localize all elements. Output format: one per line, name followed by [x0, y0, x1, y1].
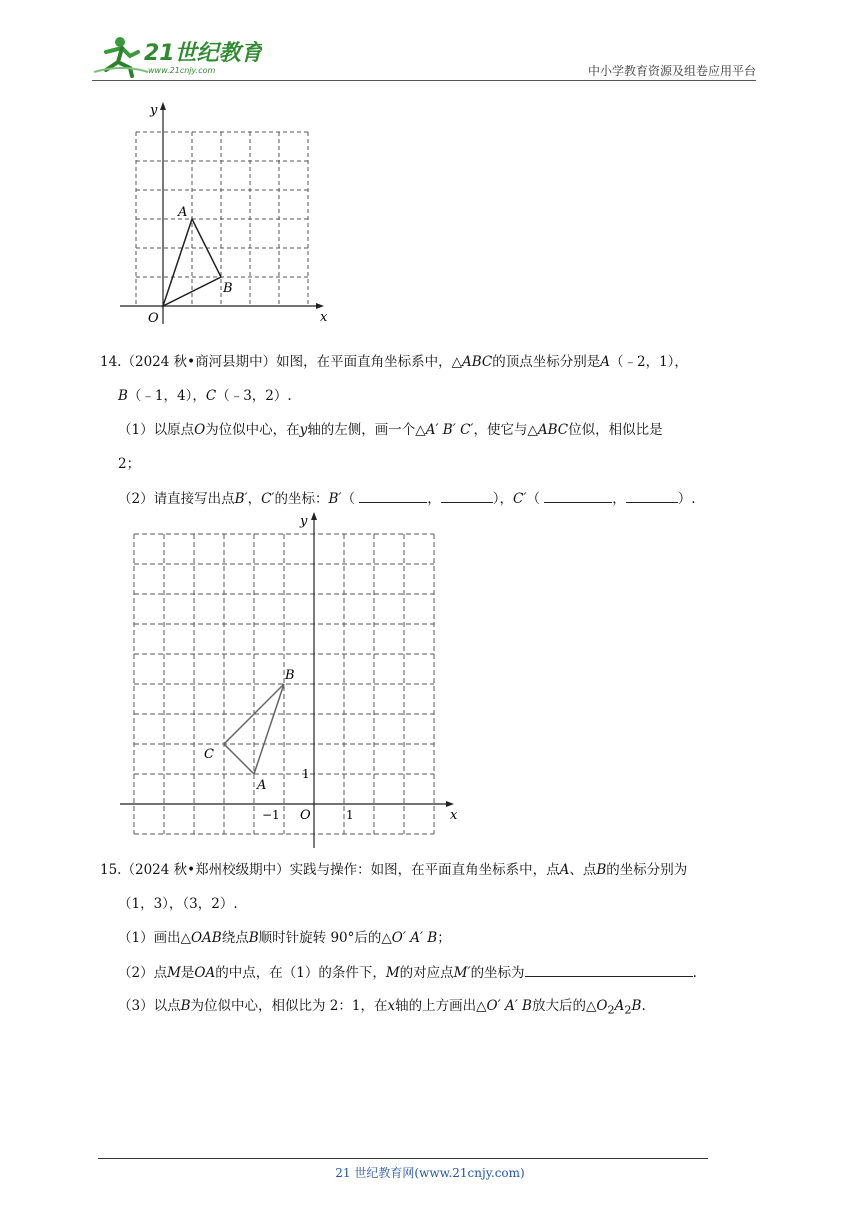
x-axis-label: x: [450, 808, 458, 823]
point-b-label: B: [223, 281, 233, 296]
y-axis-label: y: [150, 103, 158, 118]
q15-stem: 15.（2024 秋•郑州校级期中）实践与操作：如图，在平面直角坐标系中，点A、点B的坐标分别为: [100, 862, 688, 878]
q15-part1: （1）画出△OAB绕点B顺时针旋转 90°后的△O′ A′ B；: [118, 930, 451, 946]
logo-url: www.21cnjy.com: [148, 66, 216, 75]
logo-text: 21世纪教育: [144, 41, 262, 66]
y-axis-label: y: [300, 514, 308, 529]
q15-coords: （1，3），（3，2）.: [118, 896, 238, 912]
header-divider: [92, 80, 756, 81]
figure-triangle-abc-grid: [112, 508, 472, 853]
q15-part2: （2）点M是OA的中点，在（1）的条件下，M的对应点M′的坐标为 .: [118, 962, 697, 983]
origin-label: O: [300, 808, 311, 823]
q14-part2: （2）请直接写出点B′，C′的坐标：B′（ ， ），C′（ ， ）.: [118, 488, 696, 509]
site-logo: [92, 34, 262, 78]
footer-divider: [98, 1158, 708, 1159]
m-prime-coord-blank[interactable]: [525, 962, 693, 977]
point-c-label: C: [204, 747, 214, 762]
header-tagline: 中小学教育资源及组卷应用平台: [587, 64, 756, 78]
point-a-label: A: [257, 778, 267, 793]
q15-part3: （3）以点B为位似中心，相似比为 2：1，在x轴的上方画出△O′ A′ B放大后的$\triangle O_2A_2B$.: [118, 998, 646, 1017]
origin-label: O: [148, 311, 159, 326]
x-tick-neg-one: −1: [262, 808, 280, 822]
point-a-label: A: [178, 205, 188, 220]
c-prime-x-blank[interactable]: [544, 488, 612, 503]
q14-part1-cont: 2；: [118, 456, 141, 472]
figure-triangle-oab: [110, 98, 335, 333]
b-prime-y-blank[interactable]: [441, 488, 493, 503]
q14-part1: （1）以原点O为位似中心，在y轴的左侧，画一个△A′ B′ C′，使它与△ABC位似，相似比是: [118, 422, 663, 438]
x-tick-one: 1: [346, 808, 354, 822]
b-prime-x-blank[interactable]: [359, 488, 427, 503]
point-b-label: B: [285, 668, 295, 683]
runner-logo-icon: [94, 37, 148, 76]
footer-text: 21 世纪教育网(www.21cnjy.com): [335, 1166, 525, 1180]
y-tick-one: 1: [302, 767, 310, 781]
x-axis-label: x: [320, 310, 328, 325]
q14-stem-cont: B（﹣1，4），C（﹣3，2）.: [118, 388, 292, 404]
c-prime-y-blank[interactable]: [626, 488, 678, 503]
q14-stem: 14.（2024 秋•商河县期中）如图，在平面直角坐标系中，△ABC的顶点坐标分别是A（﹣2，1），: [100, 354, 688, 370]
